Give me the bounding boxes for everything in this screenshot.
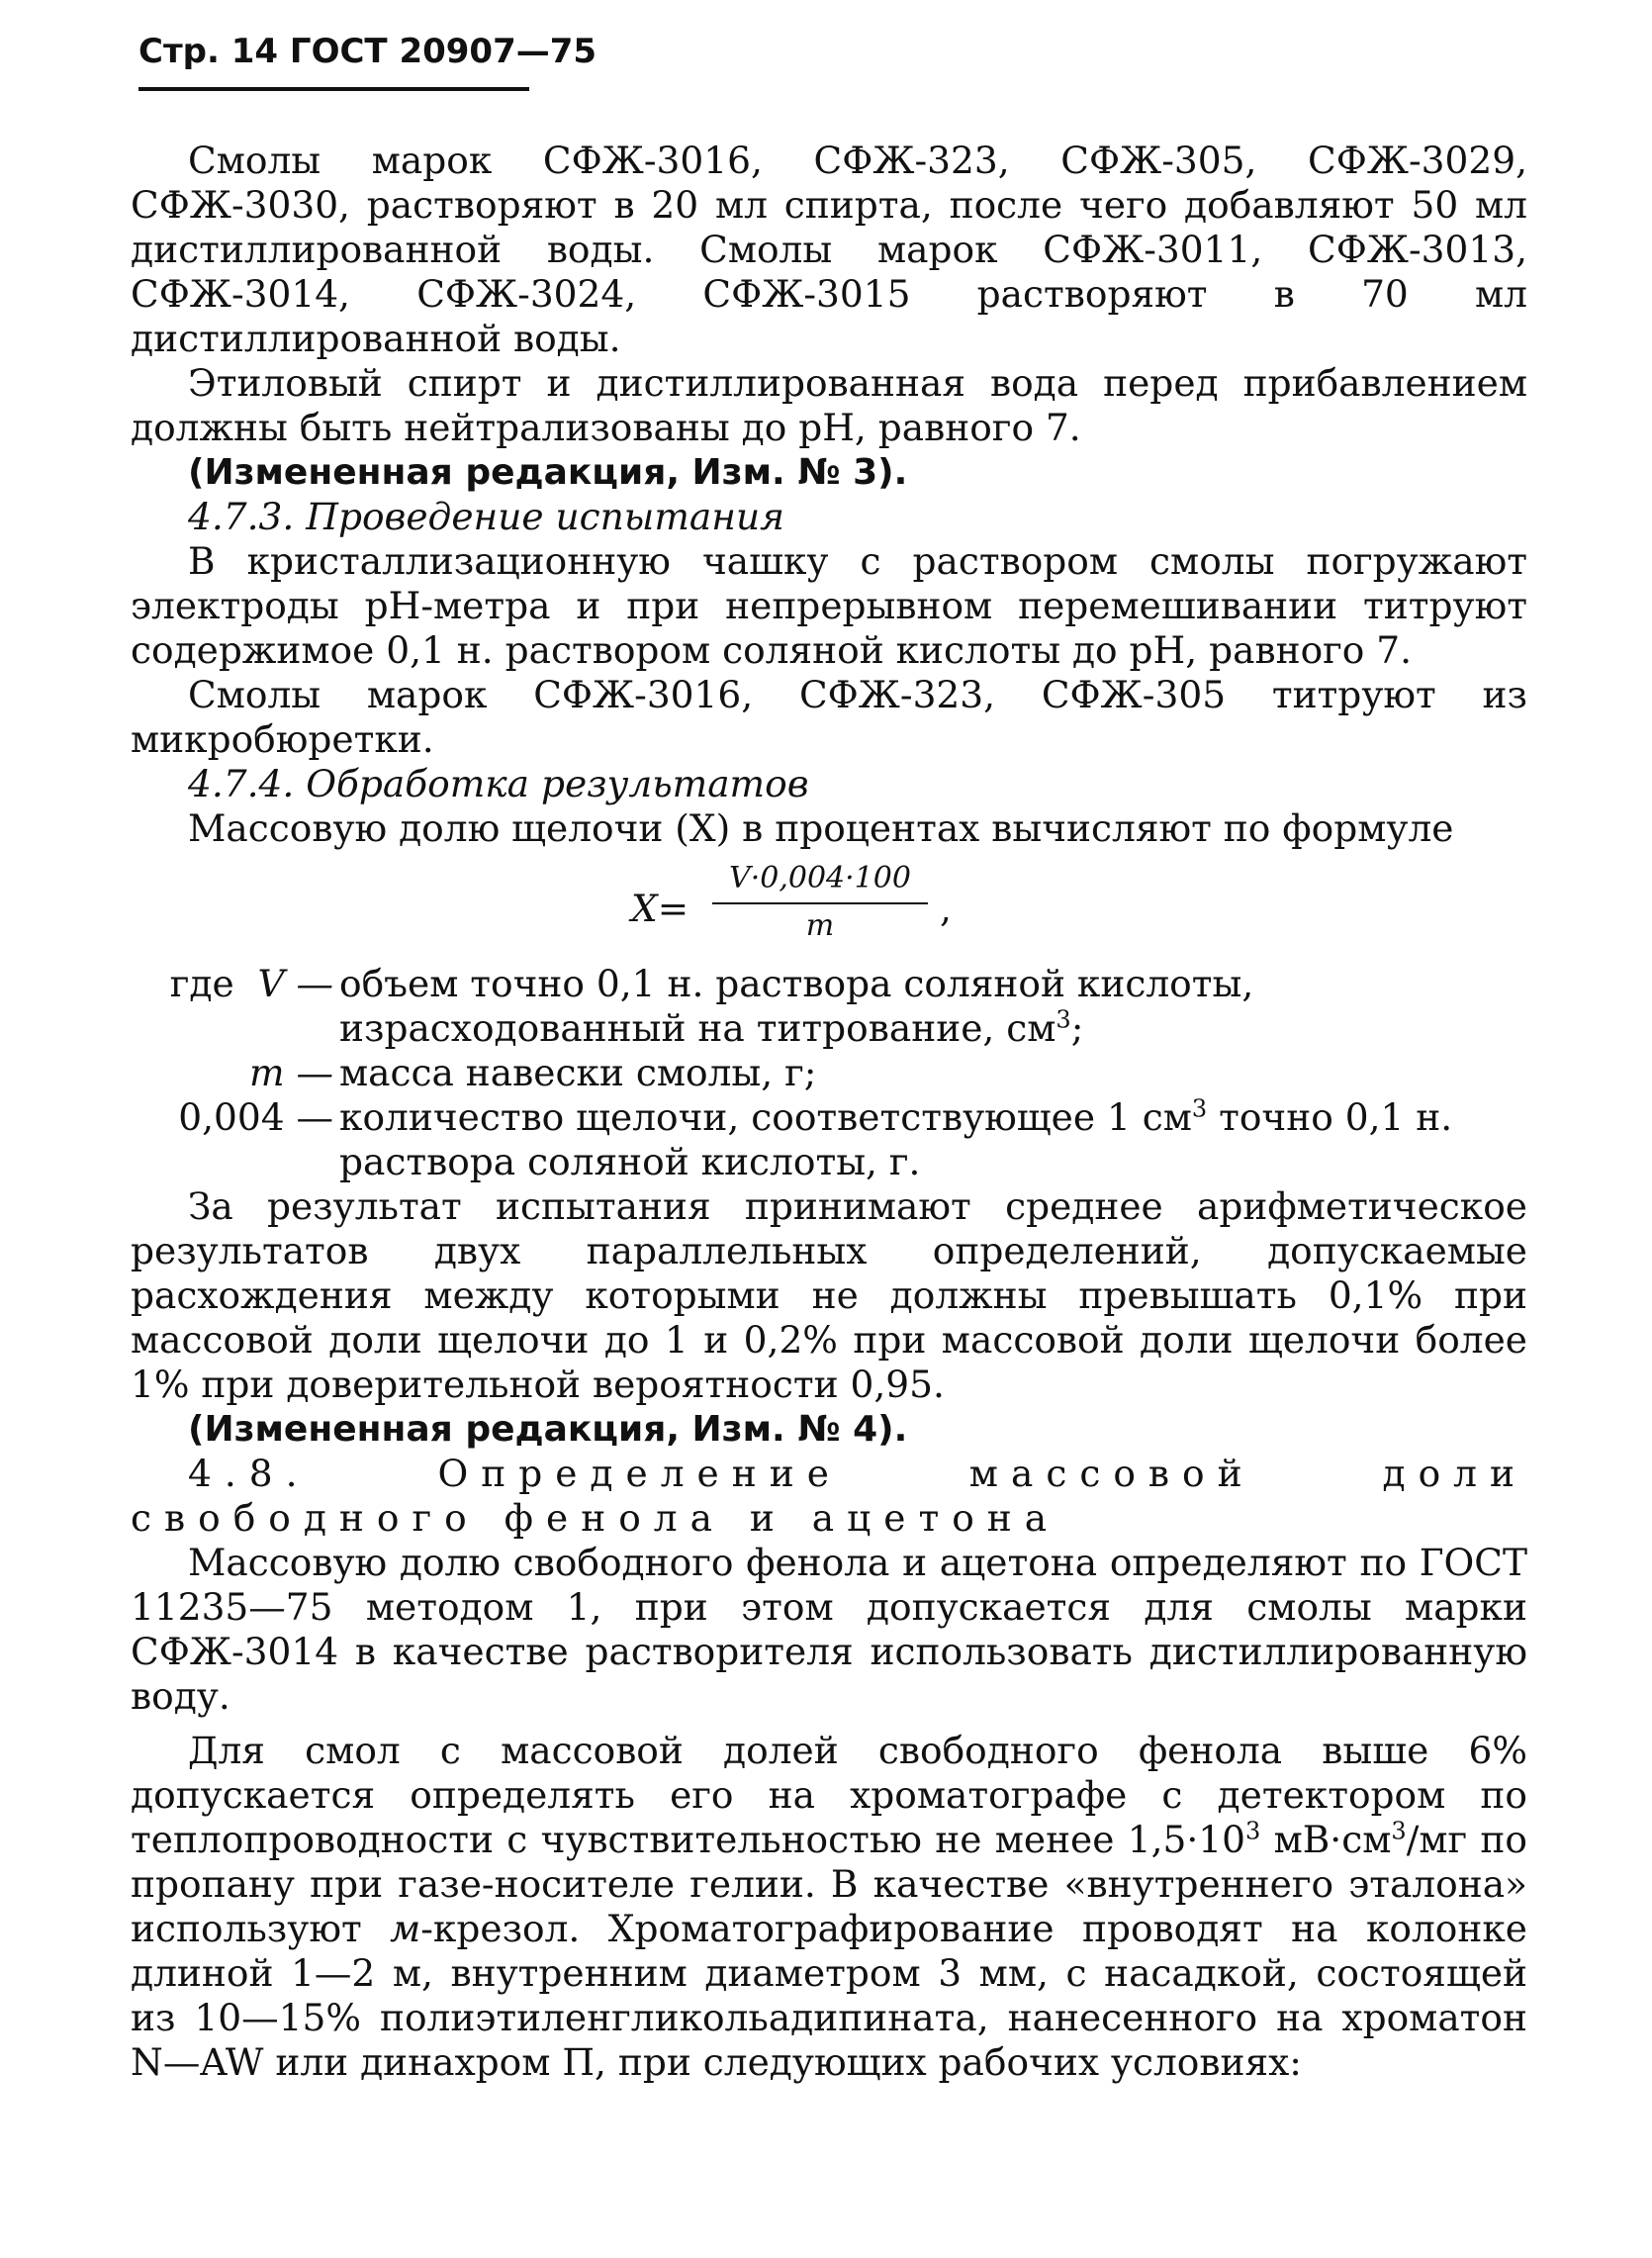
paragraph: Этиловый спирт и дистиллированная вода перед прибавлением должны быть нейтрализованы до рН, равного 7. — [131, 361, 1527, 449]
header-rule — [138, 87, 529, 91]
paragraph: Массовую долю щелочи (X) в процентах вычисляют по формуле — [188, 806, 1454, 850]
paragraph-part: мВ·см — [1260, 1818, 1392, 1861]
superscript: 3 — [1191, 1094, 1208, 1123]
definition-text: масса навески смолы, г; — [339, 1051, 817, 1094]
definition-text — [333, 1095, 1527, 1184]
superscript: 3 — [1391, 1817, 1407, 1845]
document-body — [131, 139, 1527, 2085]
paragraph-part: -крезол. Хроматографирование проводят на колонке длиной 1—2 м, внутренним диаметром 3 мм, с насадкой, состоящей из 10—15% полиэтиленгликольадипината, нанесенного на хроматон N—AW или динахром П, при следующих рабочих условиях: — [131, 1907, 1527, 2084]
definition-item — [131, 1095, 1527, 1184]
paragraph: Смолы марок СФЖ-3016, СФЖ-323, СФЖ-305, СФЖ-3029, СФЖ-3030, растворяют в 20 мл спирта, после чего добавляют 50 мл дистиллированной воды. Смолы марок СФЖ-3011, СФЖ-3013, СФЖ-3014, СФЖ-3024, СФЖ-3015 растворяют в 70 мл дистиллированной воды. — [131, 139, 1527, 360]
definition-text — [333, 962, 1527, 1051]
section-heading: 4.7.4. Обработка результатов — [188, 762, 809, 805]
definition-tail: точно 0,1 н. раствора соляной кислоты, г. — [339, 1095, 1453, 1183]
formula-fraction — [712, 857, 928, 946]
definition-body: количество щелочи, соответствующее 1 см — [339, 1095, 1192, 1139]
formula-trail: , — [940, 887, 952, 930]
definition-tail: ; — [1070, 1006, 1084, 1050]
definition-term: 0,004 — — [178, 1095, 333, 1139]
paragraph: Массовую долю свободного фенола и ацетона определяют по ГОСТ 11235—75 методом 1, при этом допускается для смолы марки СФЖ-3014 в качестве растворителя использовать дистиллированную воду. — [131, 1541, 1527, 1718]
superscript: 3 — [1055, 1005, 1071, 1034]
definition-term — [131, 962, 333, 1051]
paragraph-part: /мг по пропану при газе-носителе гелии. В качестве «внутреннего эталона» используют — [131, 1818, 1527, 1950]
definition-symbol: V — — [257, 962, 333, 1005]
formula-lhs: X= — [631, 887, 689, 930]
section-heading: 4.8. Определение массовой доли свободного фенола и ацетона — [131, 1452, 1527, 1540]
formula-numerator: V·0,004·100 — [729, 861, 911, 895]
page-header: Стр. 14 ГОСТ 20907—75 — [138, 32, 597, 71]
formula — [131, 857, 1527, 956]
definitions-list — [131, 962, 1527, 1184]
paragraph-part: м — [390, 1907, 421, 1950]
paragraph: Смолы марок СФЖ-3016, СФЖ-323, СФЖ-305 титруют из микробюретки. — [131, 673, 1527, 761]
formula-denominator: m — [805, 908, 835, 943]
paragraph — [131, 1729, 1527, 2085]
definition-lead: где — [169, 962, 234, 1005]
paragraph: В кристаллизационную чашку с раствором смолы погружают электроды рН-метра и при непрерывном перемешивании титруют содержимое 0,1 н. раствором соляной кислоты до рН, равного 7. — [131, 539, 1527, 672]
amendment-note: (Измененная редакция, Изм. № 3). — [188, 452, 908, 493]
definition-body: объем точно 0,1 н. раствора соляной кислоты, израсходованный на титрование, см — [339, 962, 1254, 1050]
definition-item — [131, 962, 1527, 1051]
fraction-bar — [712, 902, 928, 904]
definition-term: m — — [249, 1051, 333, 1094]
definition-item — [131, 1051, 1527, 1095]
superscript: 3 — [1245, 1817, 1261, 1845]
section-heading: 4.7.3. Проведение испытания — [188, 495, 784, 538]
paragraph-part: Для смол с массовой долей свободного фенола выше 6% допускается определять его на хроматографе с детектором по теплопроводности с чувствительностью не менее 1,5·10 — [131, 1729, 1527, 1861]
amendment-note: (Измененная редакция, Изм. № 4). — [188, 1409, 908, 1450]
paragraph: За результат испытания принимают среднее арифметическое результатов двух параллельных определений, допускаемые расхождения между которыми не должны превышать 0,1% при массовой доли щелочи до 1 и 0,2% при массовой доли щелочи более 1% при доверительной вероятности 0,95. — [131, 1184, 1527, 1406]
